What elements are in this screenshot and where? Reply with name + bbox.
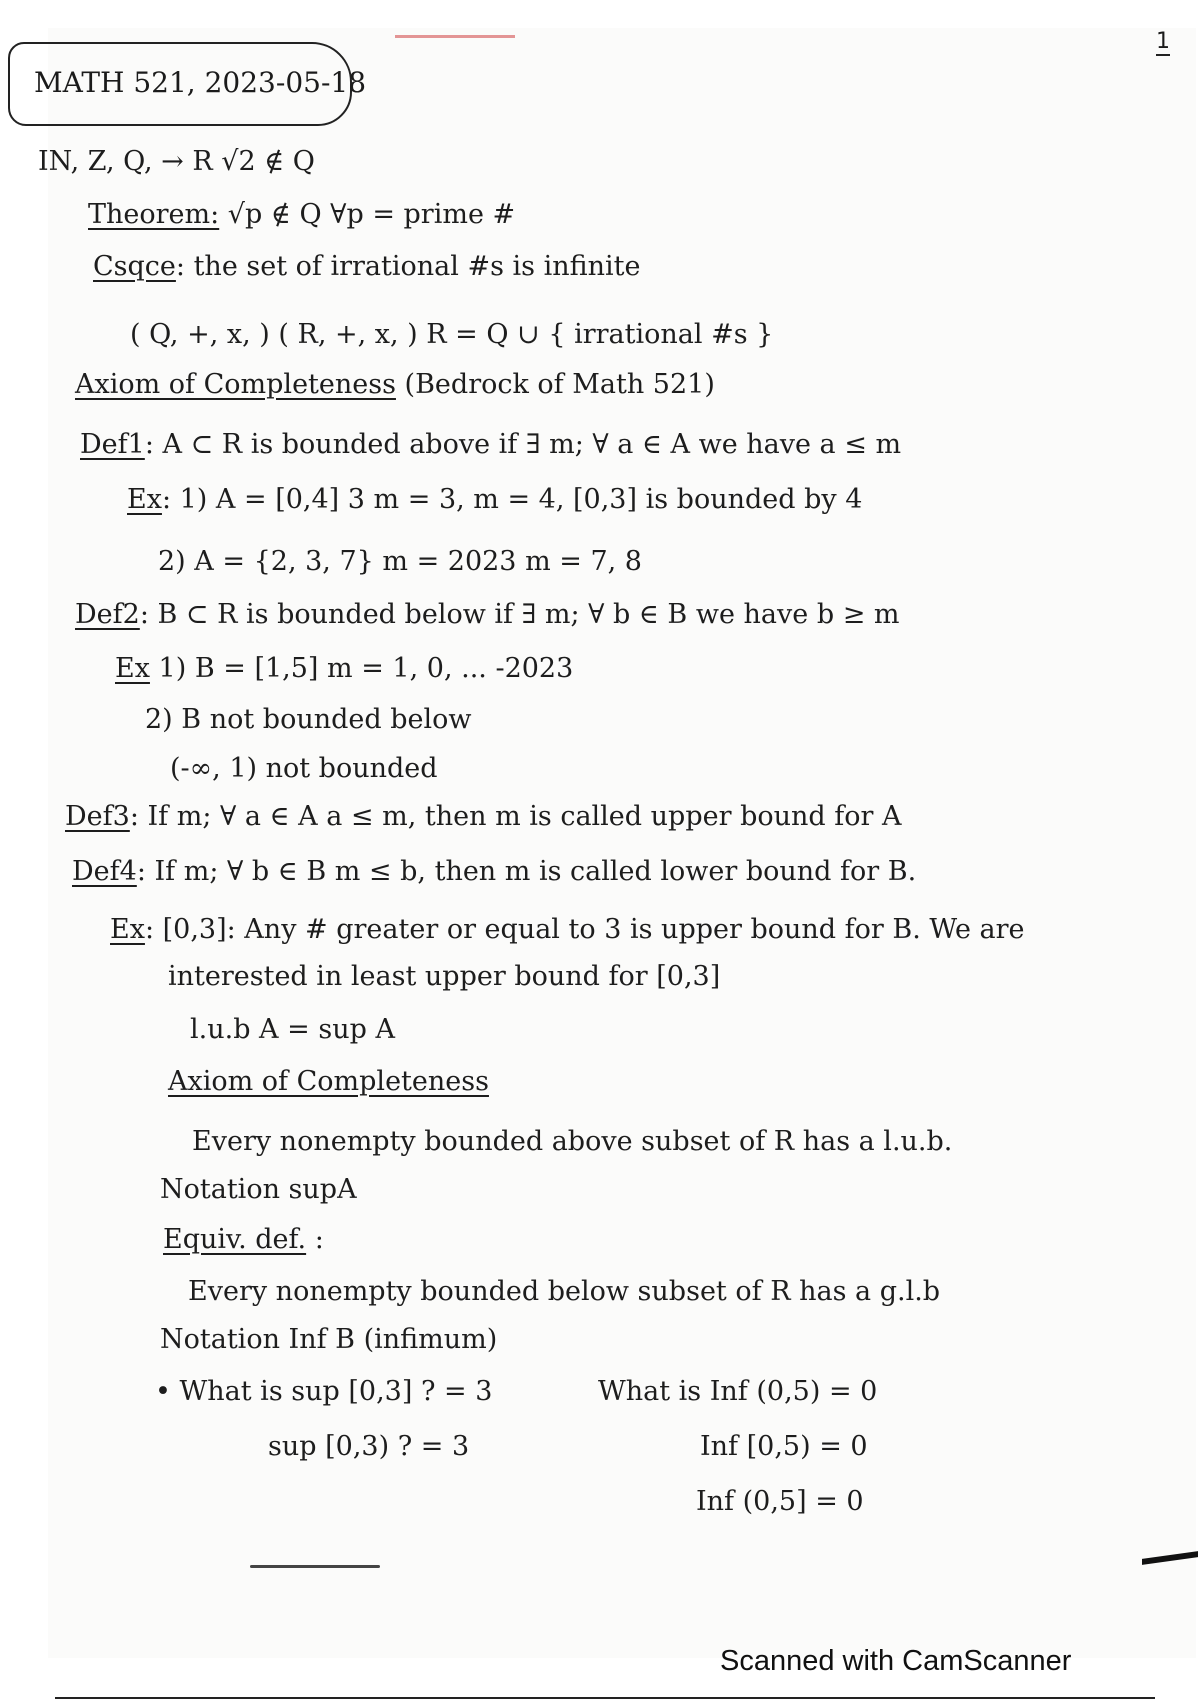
corollary-label: Csqce [93,251,176,282]
note-line: What is Inf (0,5) = 0 [598,1376,878,1407]
note-line: (-∞, 1) not bounded [170,753,438,784]
definition-label: Def3 [65,801,130,832]
axiom-heading: Axiom of Completeness [168,1066,489,1097]
note-line [110,913,1025,947]
pen-stroke [250,1565,380,1568]
note-line: l.u.b A = sup A [190,1014,395,1045]
example-text: 1) B = [1,5] m = 1, 0, ... -2023 [149,653,574,684]
definition-text: : B ⊂ R is bounded below if ∃ m; ∀ b ∈ B we have b ≥ m [139,599,900,630]
definition-text: : If m; ∀ a ∈ A a ≤ m, then m is called upper bound for A [129,801,902,832]
definition-text: : If m; ∀ b ∈ B m ≤ b, then m is called lower bound for B. [136,856,917,887]
note-line [75,368,715,402]
note-line: interested in least upper bound for [0,3] [168,961,721,992]
theorem-text: √p ∉ Q ∀p = prime # [219,199,516,230]
definition-text: : A ⊂ R is bounded above if ∃ m; ∀ a ∈ A we have a ≤ m [144,429,902,460]
theorem-label: Theorem: [88,199,220,230]
note-line: Every nonempty bounded above subset of R has a l.u.b. [192,1126,953,1157]
note-line: ( Q, +, x, ) ( R, +, x, ) R = Q ∪ { irrational #s } [130,319,774,350]
title-box [8,42,367,126]
corollary-text: : the set of irrational #s is infinite [175,251,641,282]
note-line: Notation Inf B (infimum) [160,1324,498,1355]
footer-rule [55,1697,1155,1699]
note-line [127,483,862,517]
equiv-def-colon: : [306,1224,324,1255]
scanner-watermark: Scanned with CamScanner [720,1645,1072,1677]
note-line: • What is sup [0,3] ? = 3 [155,1376,493,1407]
note-line [115,652,573,686]
note-line [163,1223,324,1257]
example-label: Ex [110,914,145,945]
example-text: : 1) A = [0,4] 3 m = 3, m = 4, [0,3] is bounded by 4 [161,484,863,515]
example-label: Ex [127,484,162,515]
note-line: Every nonempty bounded below subset of R has a g.l.b [188,1276,941,1307]
definition-label: Def4 [72,856,137,887]
note-line: sup [0,3) ? = 3 [268,1431,470,1462]
note-line [72,855,916,889]
axiom-subtitle: (Bedrock of Math 521) [395,369,715,400]
note-line: Inf [0,5) = 0 [700,1431,868,1462]
note-line [88,198,515,232]
definition-label: Def1 [80,429,145,460]
note-line: Inf (0,5] = 0 [696,1486,864,1517]
example-label: Ex [115,653,150,684]
example-text: : [0,3]: Any # greater or equal to 3 is upper bound for B. We are [144,914,1025,945]
page-title: MATH 521, 2023-05-18 [34,66,367,99]
equiv-def-label: Equiv. def. [163,1224,307,1255]
note-line: 2) B not bounded below [145,704,472,735]
page-number: 1 [1156,29,1170,54]
definition-label: Def2 [75,599,140,630]
note-line [80,428,901,462]
note-line [65,800,902,834]
note-line [75,598,900,632]
note-line: Notation supA [160,1174,357,1205]
axiom-heading: Axiom of Completeness [75,369,396,400]
note-line: IN, Z, Q, → R √2 ∉ Q [38,146,315,177]
note-line [93,250,641,284]
ink-mark [395,35,515,38]
note-line: 2) A = {2, 3, 7} m = 2023 m = 7, 8 [158,546,642,577]
